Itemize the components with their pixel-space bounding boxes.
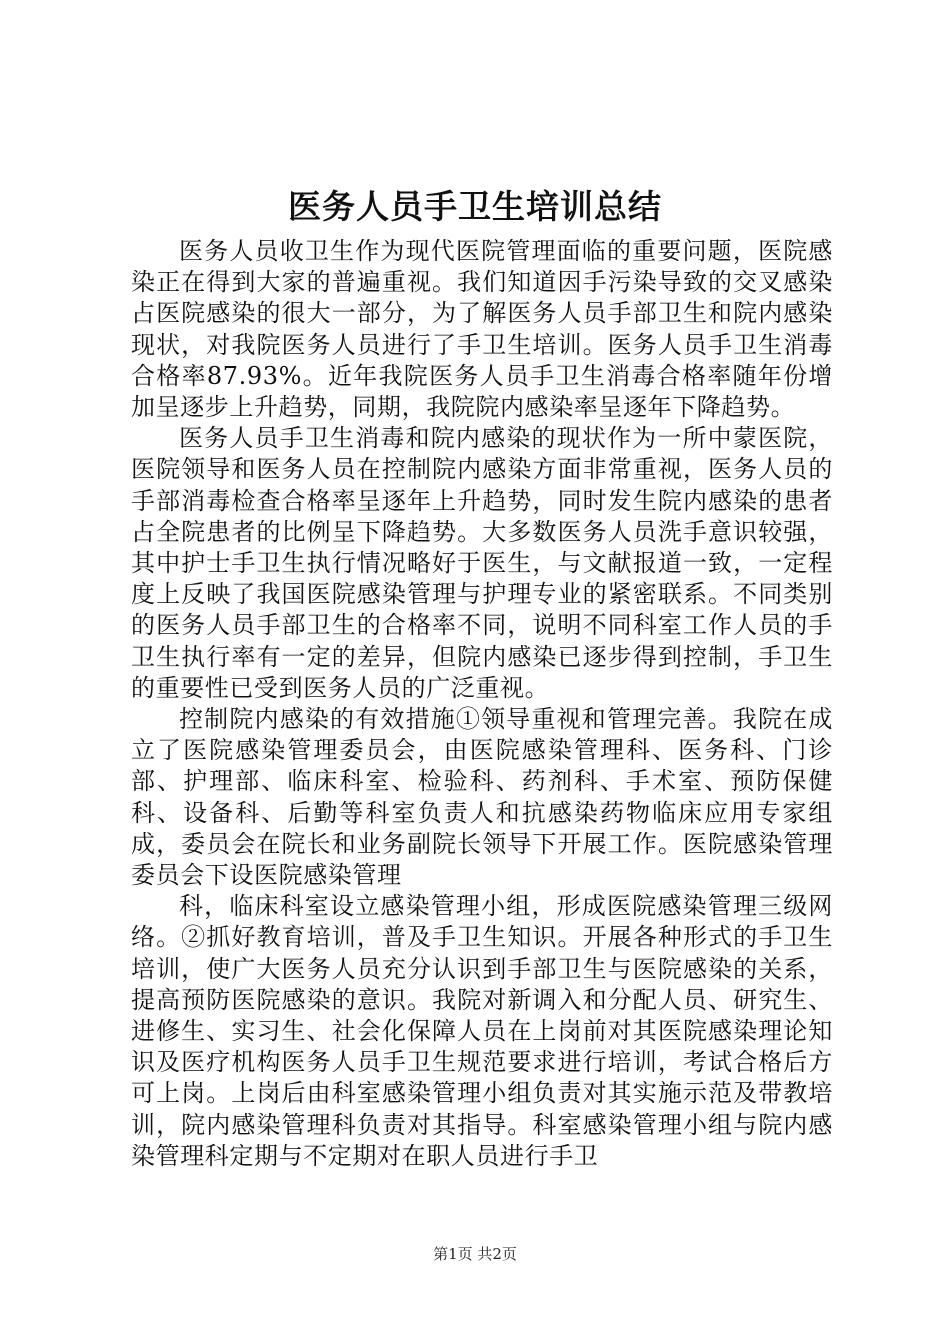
document-body — [131, 236, 833, 1172]
document-title: 医务人员手卫生培训总结 — [288, 187, 662, 226]
paragraph-2: 医务人员手卫生消毒和院内感染的现状作为一所中蒙医院，医院领导和医务人员在控制院内感染方面非常重视，医务人员的手部消毒检查合格率呈逐年上升趋势，同时发生院内感染的患者占全院患者的比例呈下降趋势。大多数医务人员洗手意识较强，其中护士手卫生执行情况略好于医生，与文献报道一致，一定程度上反映了我国医院感染管理与护理专业的紧密联系。不同类别的医务人员手部卫生的合格率不同，说明不同科室工作人员的手卫生执行率有一定的差异，但院内感染已逐步得到控制，手卫生的重要性已受到医务人员的广泛重视。 — [131, 424, 833, 702]
paragraph-1: 医务人员收卫生作为现代医院管理面临的重要问题，医院感染正在得到大家的普遍重视。我们知道因手污染导致的交叉感染占医院感染的很大一部分，为了解医务人员手部卫生和院内感染现状，对我院医务人员进行了手卫生培训。医务人员手卫生消毒合格率87.93%。近年我院医务人员手卫生消毒合格率随年份增加呈逐步上升趋势，同期，我院院内感染率呈逐年下降趋势。 — [131, 237, 833, 422]
paragraph-4: 科，临床科室设立感染管理小组，形成医院感染管理三级网络。②抓好教育培训，普及手卫生知识。开展各种形式的手卫生培训，使广大医务人员充分认识到手部卫生与医院感染的关系，提高预防医院感染的意识。我院对新调入和分配人员、研究生、进修生、实习生、社会化保障人员在上岗前对其医院感染理论知识及医疗机构医务人员手卫生规范要求进行培训，考试合格后方可上岗。上岗后由科室感染管理小组负责对其实施示范及带教培训，院内感染管理科负责对其指导。科室感染管理小组与院内感染管理科定期与不定期对在职人员进行手卫 — [131, 892, 833, 1170]
page-footer: 第1页 共2页 — [433, 1245, 517, 1263]
paragraph-3: 控制院内感染的有效措施①领导重视和管理完善。我院在成立了医院感染管理委员会，由医院感染管理科、医务科、门诊部、护理部、临床科室、检验科、药剂科、手术室、预防保健科、设备科、后勤等科室负责人和抗感染药物临床应用专家组成，委员会在院长和业务副院长领导下开展工作。医院感染管理委员会下设医院感染管理 — [131, 705, 833, 890]
